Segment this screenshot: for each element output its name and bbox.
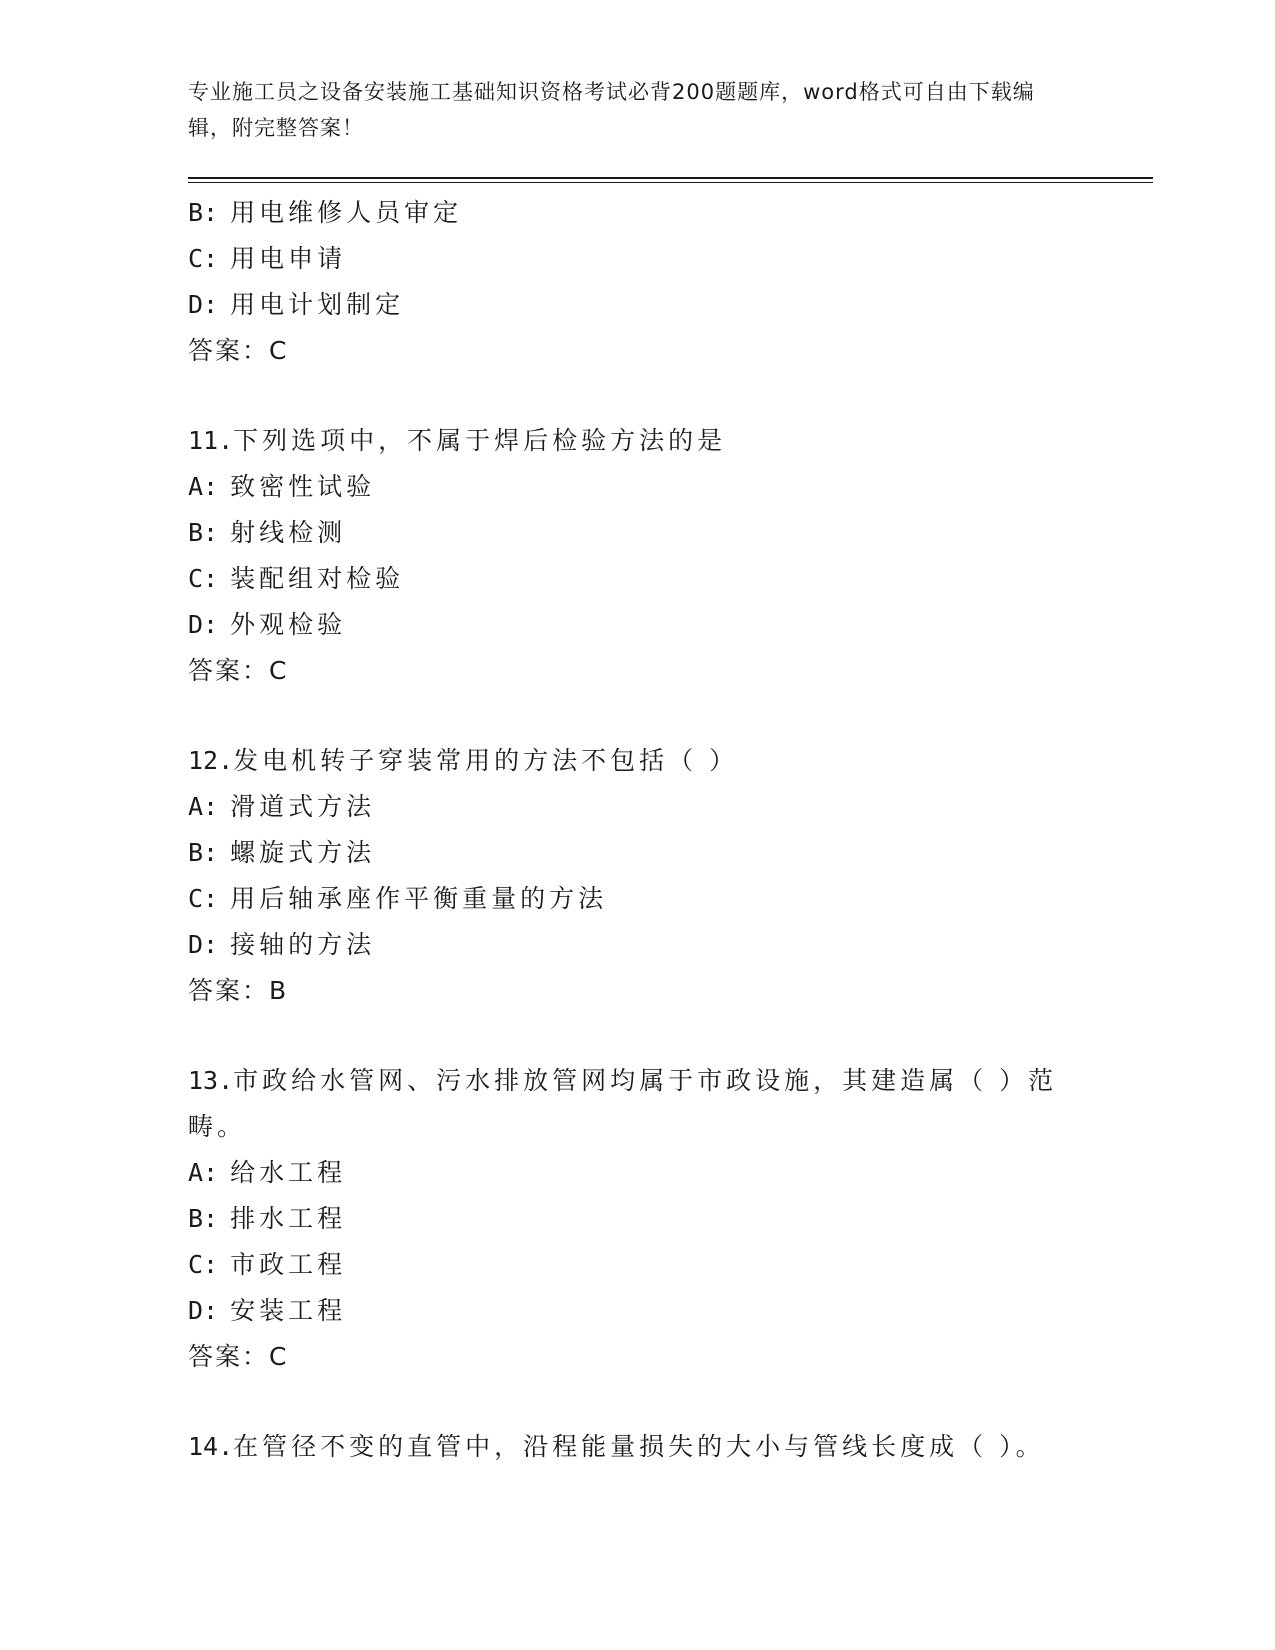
option-text: 用后轴承座作平衡重量的方法 bbox=[230, 884, 608, 913]
option-c bbox=[188, 556, 1068, 602]
answer-line: 答案：C bbox=[188, 1342, 289, 1371]
answer-line: 答案：C bbox=[188, 656, 289, 685]
document-header: 专业施工员之设备安装施工基础知识资格考试必背200题题库，word格式可自由下载编辑，附完整答案！ bbox=[188, 80, 1035, 140]
spacer bbox=[188, 1380, 1068, 1424]
option-a bbox=[188, 464, 1068, 510]
option-d bbox=[188, 602, 1068, 648]
option-text: 用电维修人员审定 bbox=[230, 198, 463, 227]
question-text: 市政给水管网、污水排放管网均属于市政设施，其建造属（ ）范畴。 bbox=[188, 1066, 1058, 1141]
spacer bbox=[188, 374, 1068, 418]
option-text: 接轴的方法 bbox=[230, 930, 376, 959]
option-b bbox=[188, 190, 1068, 236]
question-number: 12. bbox=[188, 746, 234, 775]
option-letter: D: bbox=[188, 930, 219, 959]
question-13 bbox=[188, 1058, 1068, 1380]
option-text: 致密性试验 bbox=[230, 472, 376, 501]
question-stem bbox=[188, 1424, 1068, 1470]
option-letter: A: bbox=[188, 792, 219, 821]
option-text: 外观检验 bbox=[230, 610, 347, 639]
option-d bbox=[188, 922, 1068, 968]
option-letter: B: bbox=[188, 1204, 219, 1233]
answer-line: 答案：C bbox=[188, 336, 289, 365]
option-letter: A: bbox=[188, 472, 219, 501]
question-number: 13. bbox=[188, 1066, 234, 1095]
option-text: 用电计划制定 bbox=[230, 290, 405, 319]
option-c bbox=[188, 236, 1068, 282]
question-list bbox=[188, 190, 1068, 1470]
option-letter: C: bbox=[188, 884, 219, 913]
question-stem bbox=[188, 1058, 1058, 1150]
question-stem bbox=[188, 738, 1068, 784]
option-a bbox=[188, 784, 1068, 830]
option-c bbox=[188, 1242, 1068, 1288]
option-text: 滑道式方法 bbox=[230, 792, 376, 821]
option-letter: B: bbox=[188, 838, 219, 867]
option-letter: A: bbox=[188, 1158, 219, 1187]
option-c bbox=[188, 876, 1068, 922]
option-letter: B: bbox=[188, 198, 219, 227]
option-letter: B: bbox=[188, 518, 219, 547]
question-text: 发电机转子穿装常用的方法不包括（ ） bbox=[233, 746, 739, 775]
option-text: 市政工程 bbox=[230, 1250, 347, 1279]
question-12 bbox=[188, 738, 1068, 1014]
option-letter: C: bbox=[188, 244, 219, 273]
option-text: 安装工程 bbox=[230, 1296, 347, 1325]
question-number: 11. bbox=[188, 426, 234, 455]
spacer bbox=[188, 694, 1068, 738]
option-text: 装配组对检验 bbox=[230, 564, 405, 593]
option-text: 螺旋式方法 bbox=[230, 838, 376, 867]
option-text: 排水工程 bbox=[230, 1204, 347, 1233]
option-text: 射线检测 bbox=[230, 518, 347, 547]
header-divider-thick bbox=[188, 177, 1153, 179]
question-number: 14. bbox=[188, 1432, 234, 1461]
option-d bbox=[188, 1288, 1068, 1334]
question-text: 在管径不变的直管中，沿程能量损失的大小与管线长度成（ ）。 bbox=[233, 1432, 1045, 1461]
option-b bbox=[188, 830, 1068, 876]
option-letter: C: bbox=[188, 1250, 219, 1279]
option-text: 用电申请 bbox=[230, 244, 347, 273]
option-letter: D: bbox=[188, 1296, 219, 1325]
question-14 bbox=[188, 1424, 1068, 1470]
option-d bbox=[188, 282, 1068, 328]
header-divider-thin bbox=[188, 182, 1153, 183]
option-b bbox=[188, 1196, 1068, 1242]
option-letter: D: bbox=[188, 610, 219, 639]
question-text: 下列选项中，不属于焊后检验方法的是 bbox=[233, 426, 727, 455]
spacer bbox=[188, 1014, 1068, 1058]
continued-question bbox=[188, 190, 1068, 374]
option-letter: D: bbox=[188, 290, 219, 319]
answer-line: 答案：B bbox=[188, 976, 289, 1005]
option-a bbox=[188, 1150, 1068, 1196]
question-11 bbox=[188, 418, 1068, 694]
option-letter: C: bbox=[188, 564, 219, 593]
option-text: 给水工程 bbox=[230, 1158, 347, 1187]
question-stem bbox=[188, 418, 1068, 464]
option-b bbox=[188, 510, 1068, 556]
